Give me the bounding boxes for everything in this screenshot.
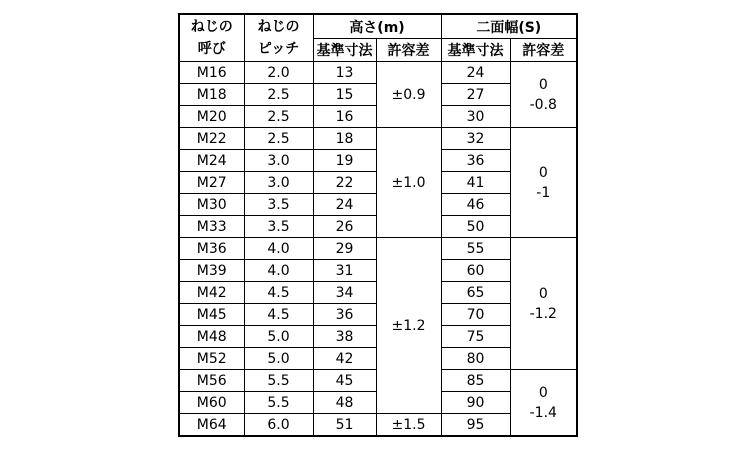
width-tolerance-lower: -0.8 xyxy=(529,96,557,113)
size-cell: M52 xyxy=(179,348,244,370)
height-cell: 48 xyxy=(313,392,376,414)
pitch-cell: 3.5 xyxy=(244,194,313,216)
height-cell: 34 xyxy=(313,282,376,304)
height-cell: 42 xyxy=(313,348,376,370)
size-cell: M48 xyxy=(179,326,244,348)
height-cell: 19 xyxy=(313,150,376,172)
width-cell: 85 xyxy=(441,370,510,392)
pitch-cell: 4.0 xyxy=(244,238,313,260)
height-cell: 13 xyxy=(313,62,376,84)
size-cell: M36 xyxy=(179,238,244,260)
width-group-header: 二面幅(S) xyxy=(441,14,577,39)
size-cell: M16 xyxy=(179,62,244,84)
pitch-cell: 2.5 xyxy=(244,106,313,128)
height-cell: 18 xyxy=(313,128,376,150)
width-tolerance-lower: -1.2 xyxy=(529,305,557,322)
width-tolerance-upper: 0 xyxy=(538,76,548,93)
width-cell: 65 xyxy=(441,282,510,304)
size-cell: M45 xyxy=(179,304,244,326)
pitch-cell: 3.0 xyxy=(244,172,313,194)
height-cell: 31 xyxy=(313,260,376,282)
width-cell: 36 xyxy=(441,150,510,172)
pitch-cell: 4.0 xyxy=(244,260,313,282)
width-cell: 60 xyxy=(441,260,510,282)
width-tolerance-upper: 0 xyxy=(538,384,548,401)
width-tolerance-upper: 0 xyxy=(538,285,548,302)
thread-pitch-header-line2: ピッチ xyxy=(257,41,300,57)
height-tolerance-cell: ±1.2 xyxy=(376,238,441,414)
pitch-cell: 3.0 xyxy=(244,150,313,172)
height-cell: 45 xyxy=(313,370,376,392)
height-standard-header: 基準寸法 xyxy=(313,39,376,62)
height-cell: 16 xyxy=(313,106,376,128)
thread-size-header xyxy=(179,14,244,62)
height-cell: 36 xyxy=(313,304,376,326)
table-row xyxy=(179,128,577,150)
height-cell: 22 xyxy=(313,172,376,194)
height-cell: 38 xyxy=(313,326,376,348)
height-cell: 24 xyxy=(313,194,376,216)
nut-dimension-table xyxy=(178,13,578,437)
width-cell: 50 xyxy=(441,216,510,238)
thread-size-header-line2: 呼び xyxy=(197,41,226,57)
pitch-cell: 4.5 xyxy=(244,304,313,326)
height-cell: 15 xyxy=(313,84,376,106)
size-cell: M18 xyxy=(179,84,244,106)
pitch-cell: 5.0 xyxy=(244,326,313,348)
size-cell: M56 xyxy=(179,370,244,392)
pitch-cell: 3.5 xyxy=(244,216,313,238)
size-cell: M24 xyxy=(179,150,244,172)
width-cell: 24 xyxy=(441,62,510,84)
width-tolerance-lower: -1.4 xyxy=(529,404,557,421)
height-cell: 26 xyxy=(313,216,376,238)
height-cell: 51 xyxy=(313,414,376,437)
pitch-cell: 5.0 xyxy=(244,348,313,370)
height-tolerance-cell: ±1.0 xyxy=(376,128,441,238)
height-group-header: 高さ(m) xyxy=(313,14,441,39)
size-cell: M27 xyxy=(179,172,244,194)
size-cell: M39 xyxy=(179,260,244,282)
pitch-cell: 6.0 xyxy=(244,414,313,437)
width-cell: 46 xyxy=(441,194,510,216)
width-cell: 41 xyxy=(441,172,510,194)
pitch-cell: 2.5 xyxy=(244,84,313,106)
size-cell: M20 xyxy=(179,106,244,128)
width-tolerance-cell xyxy=(510,128,577,238)
height-tolerance-cell: ±0.9 xyxy=(376,62,441,128)
width-tolerance-cell xyxy=(510,370,577,437)
width-cell: 55 xyxy=(441,238,510,260)
width-tolerance-upper: 0 xyxy=(538,164,548,181)
pitch-cell: 2.0 xyxy=(244,62,313,84)
width-cell: 95 xyxy=(441,414,510,437)
width-cell: 30 xyxy=(441,106,510,128)
width-cell: 70 xyxy=(441,304,510,326)
height-cell: 29 xyxy=(313,238,376,260)
pitch-cell: 5.5 xyxy=(244,370,313,392)
thread-size-header-line1: ねじの xyxy=(190,19,233,35)
pitch-cell: 2.5 xyxy=(244,128,313,150)
pitch-cell: 5.5 xyxy=(244,392,313,414)
thread-pitch-header-line1: ねじの xyxy=(257,19,300,35)
table-row xyxy=(179,238,577,260)
size-cell: M30 xyxy=(179,194,244,216)
height-tolerance-header: 許容差 xyxy=(376,39,441,62)
size-cell: M33 xyxy=(179,216,244,238)
width-cell: 32 xyxy=(441,128,510,150)
size-cell: M64 xyxy=(179,414,244,437)
size-cell: M60 xyxy=(179,392,244,414)
width-standard-header: 基準寸法 xyxy=(441,39,510,62)
pitch-cell: 4.5 xyxy=(244,282,313,304)
table-row xyxy=(179,62,577,84)
width-tolerance-cell xyxy=(510,238,577,370)
thread-pitch-header xyxy=(244,14,313,62)
width-cell: 75 xyxy=(441,326,510,348)
width-tolerance-header: 許容差 xyxy=(510,39,577,62)
width-cell: 90 xyxy=(441,392,510,414)
width-cell: 27 xyxy=(441,84,510,106)
size-cell: M42 xyxy=(179,282,244,304)
height-tolerance-cell: ±1.5 xyxy=(376,414,441,437)
width-cell: 80 xyxy=(441,348,510,370)
width-tolerance-lower: -1 xyxy=(536,184,551,201)
width-tolerance-cell xyxy=(510,62,577,128)
size-cell: M22 xyxy=(179,128,244,150)
